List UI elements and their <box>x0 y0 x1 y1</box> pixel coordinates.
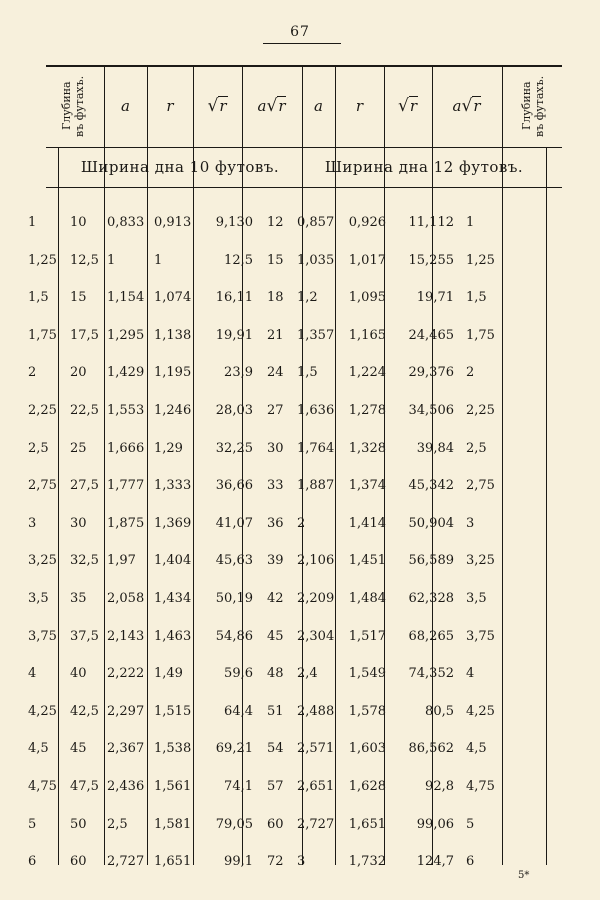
cell-left-a-sqrt-r: 54,86 <box>215 629 253 644</box>
cell-right-r: 1,636 <box>297 403 335 418</box>
cell-right-r: 2,727 <box>297 817 335 832</box>
cell-left-a: 32,5 <box>70 553 99 568</box>
cell-left-a: 50 <box>70 817 87 832</box>
cell-right-sqrt-r: 1,578 <box>348 704 386 719</box>
cell-right-depth: 2,25 <box>466 403 495 418</box>
cell-right-depth: 3,5 <box>466 591 487 606</box>
cell-right-r: 1,887 <box>297 478 335 493</box>
cell-left-a: 30 <box>70 516 87 531</box>
cell-left-a-sqrt-r: 74,1 <box>224 779 253 794</box>
header-a-right: a <box>314 97 323 115</box>
cell-left-r: 2,5 <box>107 817 128 832</box>
cell-right-a-sqrt-r: 29,376 <box>408 365 454 380</box>
cell-right-a-sqrt-r: 11,112 <box>408 215 454 230</box>
cell-right-depth: 3,75 <box>466 629 495 644</box>
cell-right-sqrt-r: 1,549 <box>348 666 386 681</box>
cell-right-a: 45 <box>267 629 284 644</box>
cell-left-a: 22,5 <box>70 403 99 418</box>
cell-right-r: 2,651 <box>297 779 335 794</box>
cell-right-a-sqrt-r: 86,562 <box>408 741 454 756</box>
header-sqrt-r-right-text: r <box>409 97 417 115</box>
cell-left-a: 40 <box>70 666 87 681</box>
cell-left-depth: 6 <box>28 854 37 869</box>
cell-left-a-sqrt-r: 16,11 <box>215 290 253 305</box>
cell-right-a: 39 <box>267 553 284 568</box>
cell-right-sqrt-r: 1,484 <box>348 591 386 606</box>
cell-left-sqrt-r: 1,404 <box>154 553 192 568</box>
cell-right-sqrt-r: 1,651 <box>348 817 386 832</box>
cell-right-a-sqrt-r: 45,342 <box>408 478 454 493</box>
cell-right-sqrt-r: 1,451 <box>348 553 386 568</box>
cell-right-depth: 2,75 <box>466 478 495 493</box>
cell-left-depth: 4,25 <box>28 704 57 719</box>
cell-left-depth: 1 <box>28 215 37 230</box>
cell-right-a: 33 <box>267 478 284 493</box>
depth-header-left <box>60 69 100 143</box>
cell-left-depth: 3 <box>28 516 37 531</box>
page-number-rule <box>263 43 341 44</box>
cell-right-depth: 3 <box>466 516 475 531</box>
depth-header-left-line2: въ футахъ. <box>73 75 86 137</box>
cell-left-sqrt-r: 1,138 <box>154 328 192 343</box>
cell-right-a-sqrt-r: 56,589 <box>408 553 454 568</box>
header-r: r <box>166 97 174 115</box>
cell-right-r: 3 <box>297 854 306 869</box>
cell-right-depth: 4,25 <box>466 704 495 719</box>
cell-right-depth: 3,25 <box>466 553 495 568</box>
cell-left-a-sqrt-r: 50,19 <box>215 591 253 606</box>
cell-left-a: 20 <box>70 365 87 380</box>
cell-left-sqrt-r: 1,651 <box>154 854 192 869</box>
cell-left-a-sqrt-r: 23,9 <box>224 365 253 380</box>
cell-right-depth: 2,5 <box>466 441 487 456</box>
cell-right-sqrt-r: 1,732 <box>348 854 386 869</box>
cell-right-r: 1,357 <box>297 328 335 343</box>
cell-left-a-sqrt-r: 79,05 <box>215 817 253 832</box>
cell-left-sqrt-r: 1,333 <box>154 478 192 493</box>
cell-left-a: 45 <box>70 741 87 756</box>
cell-left-a-sqrt-r: 28,03 <box>215 403 253 418</box>
cell-right-a-sqrt-r: 80,5 <box>425 704 454 719</box>
cell-left-r: 2,727 <box>107 854 145 869</box>
cell-left-depth: 3,5 <box>28 591 49 606</box>
cell-right-sqrt-r: 1,095 <box>348 290 386 305</box>
col-divider <box>546 147 547 865</box>
cell-right-a: 27 <box>267 403 284 418</box>
cell-left-r: 1,429 <box>107 365 145 380</box>
cell-right-r: 1,2 <box>297 290 318 305</box>
cell-right-a: 72 <box>267 854 284 869</box>
section-title-right: Ширина дна 12 футовъ. <box>324 158 524 176</box>
cell-right-r: 2,304 <box>297 629 335 644</box>
cell-right-a-sqrt-r: 15,255 <box>408 253 454 268</box>
section-title-left: Ширина дна 10 футовъ. <box>80 158 280 176</box>
cell-right-sqrt-r: 1,603 <box>348 741 386 756</box>
cell-left-depth: 2 <box>28 365 37 380</box>
cell-left-r: 1,777 <box>107 478 145 493</box>
cell-left-a-sqrt-r: 69,21 <box>215 741 253 756</box>
cell-left-a: 27,5 <box>70 478 99 493</box>
cell-right-r: 1,764 <box>297 441 335 456</box>
cell-left-sqrt-r: 1,515 <box>154 704 192 719</box>
cell-left-r: 2,222 <box>107 666 145 681</box>
cell-left-r: 1,666 <box>107 441 145 456</box>
header-a-sqrt-r-right-r: r <box>473 97 481 115</box>
cell-right-a-sqrt-r: 34,506 <box>408 403 454 418</box>
cell-left-a: 17,5 <box>70 328 99 343</box>
cell-right-r: 1,035 <box>297 253 335 268</box>
cell-left-depth: 4,75 <box>28 779 57 794</box>
cell-right-a: 42 <box>267 591 284 606</box>
cell-left-depth: 3,25 <box>28 553 57 568</box>
cell-right-a: 18 <box>267 290 284 305</box>
header-a-sqrt-r-right-a: a <box>452 97 462 115</box>
cell-left-r: 2,143 <box>107 629 145 644</box>
cell-right-r: 2,571 <box>297 741 335 756</box>
cell-left-r: 2,436 <box>107 779 145 794</box>
cell-left-a: 10 <box>70 215 87 230</box>
cell-left-a: 35 <box>70 591 87 606</box>
cell-right-a-sqrt-r: 124,7 <box>416 854 454 869</box>
header-a-sqrt-r: a √r <box>257 96 286 116</box>
cell-left-depth: 2,25 <box>28 403 57 418</box>
cell-right-a: 60 <box>267 817 284 832</box>
cell-left-depth: 4,5 <box>28 741 49 756</box>
cell-right-depth: 1,75 <box>466 328 495 343</box>
cell-right-depth: 5 <box>466 817 475 832</box>
cell-left-r: 2,297 <box>107 704 145 719</box>
depth-header-right-line1: Глубина <box>520 81 533 131</box>
cell-right-sqrt-r: 1,165 <box>348 328 386 343</box>
depth-header-right-line2: въ футахъ. <box>533 75 546 137</box>
cell-left-sqrt-r: 1,074 <box>154 290 192 305</box>
cell-left-a: 25 <box>70 441 87 456</box>
depth-header-left-line1: Глубина <box>60 81 73 131</box>
cell-right-a-sqrt-r: 92,8 <box>425 779 454 794</box>
cell-right-a-sqrt-r: 24,465 <box>408 328 454 343</box>
cell-right-a: 24 <box>267 365 284 380</box>
cell-right-a-sqrt-r: 99,06 <box>416 817 454 832</box>
cell-left-a-sqrt-r: 9,130 <box>215 215 253 230</box>
cell-left-depth: 4 <box>28 666 37 681</box>
cell-right-depth: 1,25 <box>466 253 495 268</box>
cell-right-sqrt-r: 1,414 <box>348 516 386 531</box>
cell-left-a: 15 <box>70 290 87 305</box>
cell-left-a-sqrt-r: 19,91 <box>215 328 253 343</box>
cell-left-a-sqrt-r: 99,1 <box>224 854 253 869</box>
cell-left-a: 47,5 <box>70 779 99 794</box>
cell-right-sqrt-r: 1,278 <box>348 403 386 418</box>
cell-right-r: 0,857 <box>297 215 335 230</box>
cell-right-depth: 6 <box>466 854 475 869</box>
cell-left-sqrt-r: 1,369 <box>154 516 192 531</box>
cell-left-sqrt-r: 1,561 <box>154 779 192 794</box>
header-sqrt-r-right: √r <box>397 96 417 116</box>
cell-left-r: 1,97 <box>107 553 136 568</box>
cell-left-a-sqrt-r: 41,07 <box>215 516 253 531</box>
cell-left-depth: 1,25 <box>28 253 57 268</box>
cell-right-depth: 4,5 <box>466 741 487 756</box>
cell-right-sqrt-r: 1,224 <box>348 365 386 380</box>
cell-right-a: 12 <box>267 215 284 230</box>
data-table <box>28 65 562 869</box>
cell-right-a-sqrt-r: 68,265 <box>408 629 454 644</box>
cell-right-r: 2,488 <box>297 704 335 719</box>
cell-left-a-sqrt-r: 12,5 <box>224 253 253 268</box>
cell-left-depth: 3,75 <box>28 629 57 644</box>
cell-right-a-sqrt-r: 50,904 <box>408 516 454 531</box>
cell-right-a: 30 <box>267 441 284 456</box>
cell-right-sqrt-r: 1,328 <box>348 441 386 456</box>
cell-left-r: 2,367 <box>107 741 145 756</box>
cell-right-a: 21 <box>267 328 284 343</box>
cell-right-a: 54 <box>267 741 284 756</box>
cell-left-sqrt-r: 0,913 <box>154 215 192 230</box>
cell-right-r: 1,5 <box>297 365 318 380</box>
cell-left-sqrt-r: 1,49 <box>154 666 183 681</box>
cell-left-r: 1,295 <box>107 328 145 343</box>
cell-right-sqrt-r: 1,517 <box>348 629 386 644</box>
cell-left-sqrt-r: 1,195 <box>154 365 192 380</box>
cell-right-depth: 4 <box>466 666 475 681</box>
cell-right-a-sqrt-r: 39,84 <box>416 441 454 456</box>
cell-left-r: 1,154 <box>107 290 145 305</box>
cell-right-sqrt-r: 1,017 <box>348 253 386 268</box>
cell-left-a-sqrt-r: 64,4 <box>224 704 253 719</box>
cell-left-sqrt-r: 1,434 <box>154 591 192 606</box>
header-sqrt-r-text: r <box>219 97 227 115</box>
cell-left-a: 12,5 <box>70 253 99 268</box>
cell-left-sqrt-r: 1,246 <box>154 403 192 418</box>
cell-right-depth: 2 <box>466 365 475 380</box>
cell-left-sqrt-r: 1 <box>154 253 163 268</box>
cell-left-sqrt-r: 1,29 <box>154 441 183 456</box>
cell-right-a: 48 <box>267 666 284 681</box>
cell-right-sqrt-r: 1,374 <box>348 478 386 493</box>
header-a-sqrt-r-a: a <box>257 97 267 115</box>
header-sqrt-r: √r <box>207 96 227 116</box>
cell-left-sqrt-r: 1,463 <box>154 629 192 644</box>
cell-right-r: 2 <box>297 516 306 531</box>
cell-right-a: 15 <box>267 253 284 268</box>
cell-right-depth: 1,5 <box>466 290 487 305</box>
cell-left-depth: 2,75 <box>28 478 57 493</box>
header-r-right: r <box>355 97 364 115</box>
cell-left-depth: 2,5 <box>28 441 49 456</box>
cell-right-depth: 1 <box>466 215 475 230</box>
cell-left-depth: 5 <box>28 817 37 832</box>
cell-left-r: 0,833 <box>107 215 145 230</box>
cell-right-r: 2,106 <box>297 553 335 568</box>
section-rule <box>46 187 562 188</box>
cell-right-a: 51 <box>267 704 284 719</box>
cell-left-sqrt-r: 1,581 <box>154 817 192 832</box>
cell-right-sqrt-r: 0,926 <box>348 215 386 230</box>
cell-right-sqrt-r: 1,628 <box>348 779 386 794</box>
cell-right-a: 57 <box>267 779 284 794</box>
cell-right-depth: 4,75 <box>466 779 495 794</box>
cell-left-r: 1 <box>107 253 116 268</box>
cell-left-a-sqrt-r: 59,6 <box>224 666 253 681</box>
cell-left-a: 37,5 <box>70 629 99 644</box>
cell-left-r: 1,553 <box>107 403 145 418</box>
page-number: 67 <box>290 24 310 40</box>
header-a-sqrt-r-r: r <box>278 97 286 115</box>
cell-left-depth: 1,5 <box>28 290 49 305</box>
header-a-sqrt-r-right: a √r <box>452 96 481 116</box>
cell-left-depth: 1,75 <box>28 328 57 343</box>
cell-right-a-sqrt-r: 74,352 <box>408 666 454 681</box>
cell-left-r: 1,875 <box>107 516 145 531</box>
cell-right-r: 2,4 <box>297 666 318 681</box>
cell-right-a: 36 <box>267 516 284 531</box>
cell-left-a-sqrt-r: 36,66 <box>215 478 253 493</box>
cell-left-a-sqrt-r: 32,25 <box>215 441 253 456</box>
cell-left-a: 42,5 <box>70 704 99 719</box>
cell-right-a-sqrt-r: 19,71 <box>416 290 454 305</box>
cell-left-a-sqrt-r: 45,63 <box>215 553 253 568</box>
cell-right-a-sqrt-r: 62,328 <box>408 591 454 606</box>
cell-right-r: 2,209 <box>297 591 335 606</box>
footnote-mark: 5* <box>518 870 530 881</box>
cell-left-sqrt-r: 1,538 <box>154 741 192 756</box>
header-a: a <box>121 97 130 115</box>
cell-left-r: 2,058 <box>107 591 145 606</box>
depth-header-right <box>520 69 560 143</box>
cell-left-a: 60 <box>70 854 87 869</box>
